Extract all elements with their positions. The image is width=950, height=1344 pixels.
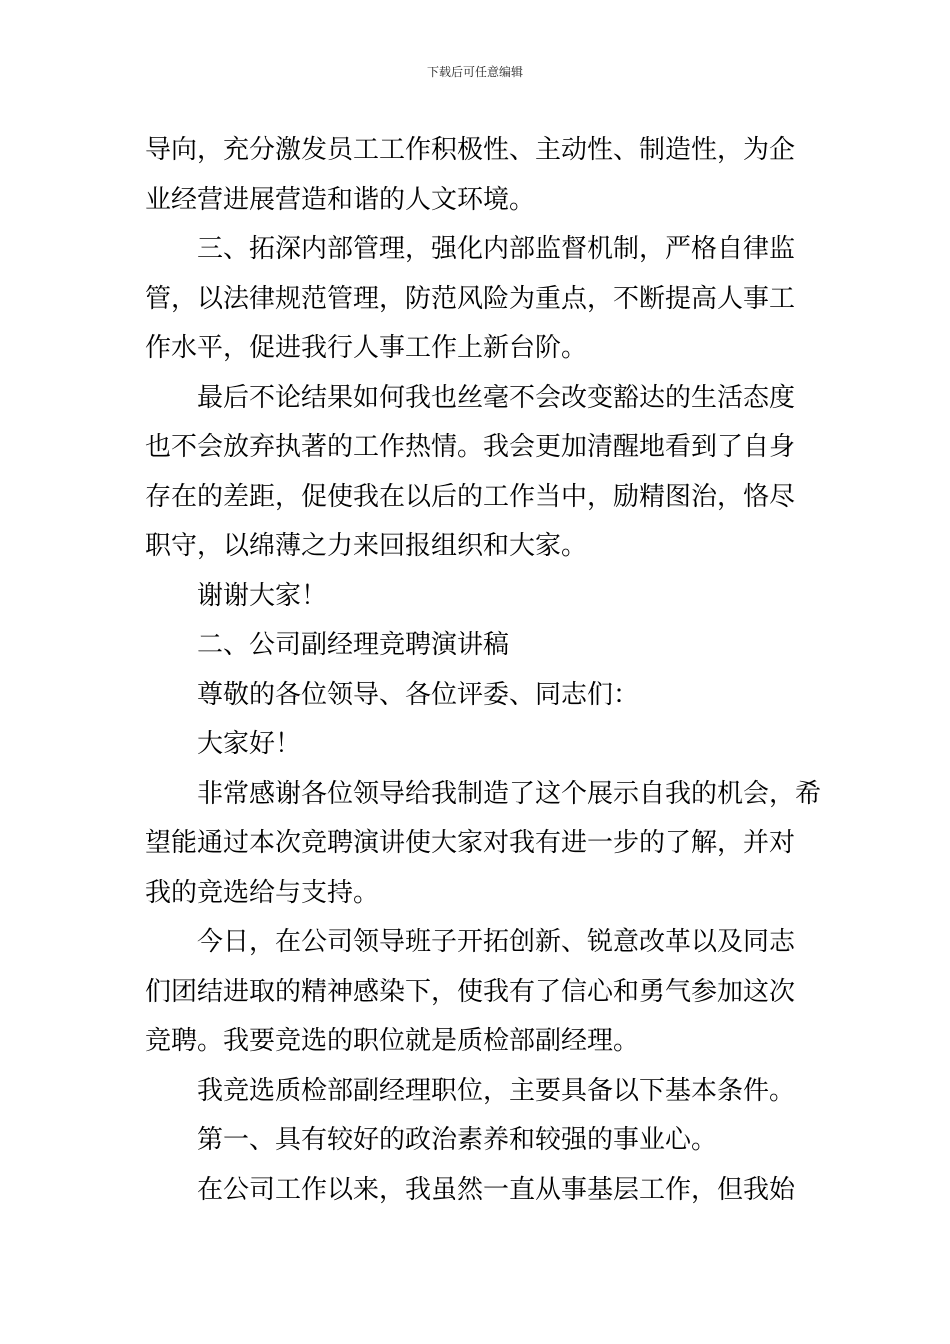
- text-line: 业经营进展营造和谐的人文环境。: [145, 184, 536, 215]
- paragraph-start-line: 三、拓深内部管理，强化内部监督机制，严格自律监: [197, 234, 796, 264]
- text-line: 职守，以绵薄之力来回报组织和大家。: [145, 531, 588, 561]
- text-line: 也不会放弃执著的工作热情。我会更加清醒地看到了自身: [145, 432, 796, 462]
- document-body: [145, 130, 822, 1219]
- text-line: 导向，充分激发员工工作积极性、主动性、制造性，为企: [145, 135, 796, 165]
- text-line: 管，以法律规范管理，防范风险为重点，不断提高人事工: [145, 283, 796, 314]
- section-heading: 二、公司副经理竞聘演讲稿: [197, 630, 510, 660]
- text-line: 望能通过本次竞聘演讲使大家对我有进一步的了解，并对: [145, 828, 796, 858]
- text-line: 我的竞选给与支持。: [145, 877, 380, 908]
- paragraph-start-line: 非常感谢各位领导给我制造了这个展示自我的机会，希: [197, 778, 822, 809]
- paragraph-start-line: 谢谢大家！: [197, 580, 328, 611]
- paragraph-start-line: 在公司工作以来，我虽然一直从事基层工作，但我始: [197, 1174, 796, 1205]
- paragraph-start-line: 今日，在公司领导班子开拓创新、锐意改革以及同志: [197, 927, 796, 957]
- text-line: 竞聘。我要竞选的职位就是质检部副经理。: [145, 1026, 640, 1056]
- greeting-line: 大家好！: [197, 729, 302, 759]
- text-line: 存在的差距，促使我在以后的工作当中，励精图治，恪尽: [145, 481, 796, 512]
- paragraph-start-line: 我竞选质检部副经理职位，主要具备以下基本条件。: [197, 1075, 796, 1106]
- paragraph-start-line: 第一、具有较好的政治素养和较强的事业心。: [197, 1125, 718, 1155]
- text-line: 们团结进取的精神感染下，使我有了信心和勇气参加这次: [145, 976, 796, 1007]
- paragraph-start-line: 最后不论结果如何我也丝毫不会改变豁达的生活态度: [197, 382, 796, 413]
- page-header-note: 下载后可任意编辑: [426, 65, 523, 79]
- salutation-line: 尊敬的各位领导、各位评委、同志们：: [197, 679, 640, 710]
- text-line: 作水平，促进我行人事工作上新台阶。: [145, 333, 588, 363]
